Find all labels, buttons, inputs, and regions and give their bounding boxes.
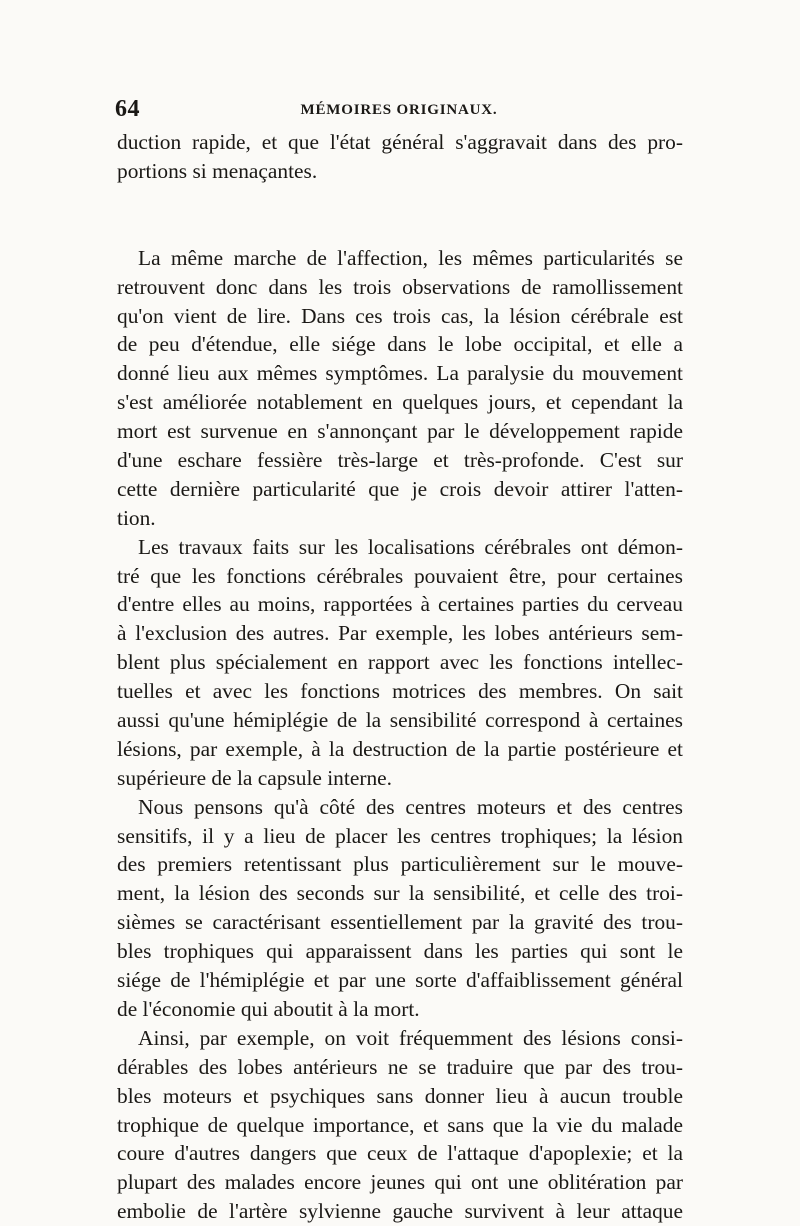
running-title: MÉMOIRES ORIGINAUX. xyxy=(300,102,498,118)
text-line: sièmes se caractérisant essentiellement par la gravité des trou- xyxy=(117,910,683,935)
text-line: duction rapide, et que l'état général s'aggravait dans des pro- xyxy=(117,130,683,154)
text-line: La même marche de l'affection, les mêmes particularités se xyxy=(138,245,683,270)
text-line: Ainsi, par exemple, on voit fréquemment des lésions consi- xyxy=(138,1025,683,1050)
text-line: ment, la lésion des seconds sur la sensibilité, et celle des troi- xyxy=(117,881,683,906)
text-line: tion. xyxy=(117,505,156,530)
text-line: bles moteurs et psychiques sans donner lieu à aucun trouble xyxy=(117,1083,683,1108)
text-line: supérieure de la capsule interne. xyxy=(117,765,392,790)
text-line: Les travaux faits sur les localisations cérébrales ont démon- xyxy=(138,534,683,559)
paragraph-gap xyxy=(117,186,683,244)
text-line: donné lieu aux mêmes symptômes. La paralysie du mouvement xyxy=(117,361,683,386)
text-line: Nous pensons qu'à côté des centres moteurs et des centres xyxy=(138,794,683,819)
text-line: tré que les fonctions cérébrales pouvaient être, pour certaines xyxy=(117,563,683,588)
text-line: tuelles et avec les fonctions motrices des membres. On sait xyxy=(117,679,683,704)
text-line: d'une eschare fessière très-large et très-profonde. C'est sur xyxy=(117,448,683,473)
text-line: portions si menaçantes. xyxy=(117,158,318,183)
text-line: à l'exclusion des autres. Par exemple, les lobes antérieurs sem- xyxy=(117,621,683,646)
text-line: sensitifs, il y a lieu de placer les centres trophiques; la lésion xyxy=(117,823,683,848)
text-line: coure d'autres dangers que ceux de l'attaque d'apoplexie; et la xyxy=(117,1141,683,1166)
text-line: blent plus spécialement en rapport avec les fonctions intellec- xyxy=(117,650,683,675)
body-text xyxy=(117,128,683,1226)
text-line: plupart des malades encore jeunes qui ont une oblitération par xyxy=(117,1170,683,1195)
text-line: de peu d'étendue, elle siége dans le lobe occipital, et elle a xyxy=(117,332,683,357)
text-line: des premiers retentissant plus particulièrement sur le mouve- xyxy=(117,852,683,877)
text-line: d'entre elles au moins, rapportées à certaines parties du cerveau xyxy=(117,592,683,617)
text-line: embolie de l'artère sylvienne gauche survivent à leur attaque xyxy=(117,1199,683,1224)
text-line: mort est survenue en s'annonçant par le développement rapide xyxy=(117,419,683,444)
text-line: retrouvent donc dans les trois observations de ramollissement xyxy=(117,274,683,299)
text-line: cette dernière particularité que je crois devoir attirer l'atten- xyxy=(117,476,683,501)
text-line: aussi qu'une hémiplégie de la sensibilité correspond à certaines xyxy=(117,708,683,733)
text-line: de l'économie qui aboutit à la mort. xyxy=(117,996,420,1021)
page-number: 64 xyxy=(115,96,140,122)
text-line: s'est améliorée notablement en quelques jours, et cependant la xyxy=(117,390,683,415)
text-line: siége de l'hémiplégie et par une sorte d'affaiblissement général xyxy=(117,968,683,993)
text-line: trophique de quelque importance, et sans que la vie du malade xyxy=(117,1112,683,1137)
text-line: lésions, par exemple, à la destruction de la partie postérieure et xyxy=(117,736,683,761)
page-header xyxy=(115,96,683,126)
text-line: dérables des lobes antérieurs ne se traduire que par des trou- xyxy=(117,1054,683,1079)
text-line: qu'on vient de lire. Dans ces trois cas, la lésion cérébrale est xyxy=(117,303,683,328)
text-line: bles trophiques qui apparaissent dans les parties qui sont le xyxy=(117,939,683,964)
